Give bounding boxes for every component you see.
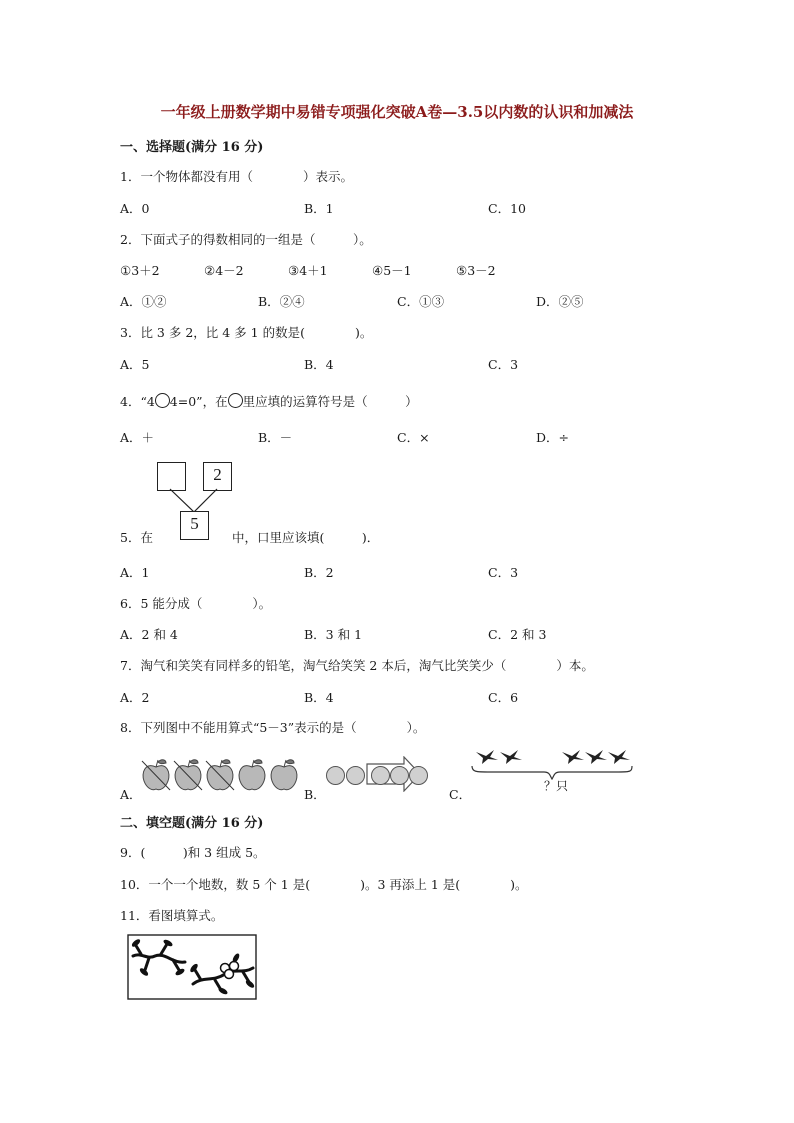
q2-option-a: A．①② xyxy=(120,294,167,309)
question-2: 2．下面式子的得数相同的一组是（ ）。 xyxy=(120,232,372,247)
apple-icon xyxy=(206,760,234,790)
q4-text-mid: 4=0”，在 xyxy=(169,394,228,409)
q4-option-a: A．＋ xyxy=(120,430,155,445)
swallow-icon xyxy=(585,750,607,764)
number-bond-bottom-box xyxy=(180,511,209,540)
q5-option-c: C．3 xyxy=(488,565,519,580)
question-11: 11．看图填算式。 xyxy=(120,908,224,923)
number-bond-right-box xyxy=(203,462,232,491)
question-5-start: 5．在 xyxy=(120,530,153,545)
number-bond-blank-box xyxy=(157,462,186,491)
q6-option-a: A．2 和 4 xyxy=(120,627,178,642)
blank-circle-icon xyxy=(228,393,243,408)
q6-option-c: C．2 和 3 xyxy=(488,627,547,642)
dot-icon xyxy=(390,766,409,785)
question-1: 1．一个物体都没有用（ ）表示。 xyxy=(120,169,353,184)
q8-option-c: C． xyxy=(449,787,472,802)
swallow-icon xyxy=(608,750,630,764)
number-bond-bottom-value: 5 xyxy=(190,514,199,533)
question-5-end: 中，口里应该填( )． xyxy=(232,530,380,545)
dot-icon xyxy=(346,766,365,785)
q2-option-c: C．①③ xyxy=(397,294,445,309)
dot-icon xyxy=(326,766,345,785)
question-7: 7．淘气和笑笑有同样多的铅笔，淘气给笑笑 2 本后，淘气比笑笑少（ ）本。 xyxy=(120,658,594,673)
q2-option-b: B．②④ xyxy=(258,294,305,309)
apple-icon xyxy=(142,760,170,790)
q3-option-a: A．5 xyxy=(120,357,150,372)
q2-expr-4: ④5－1 xyxy=(372,263,412,278)
swallow-icon xyxy=(500,750,522,764)
q7-option-c: C．6 xyxy=(488,690,519,705)
question-3: 3．比 3 多 2，比 4 多 1 的数是( )。 xyxy=(120,325,373,340)
q2-option-d: D．②⑤ xyxy=(536,294,584,309)
q8-option-a: A． xyxy=(120,787,142,802)
number-bond-right-value: 2 xyxy=(213,465,222,484)
q8-option-b: B． xyxy=(304,787,326,802)
question-10: 10．一个一个地数，数 5 个 1 是( )。3 再添上 1 是( )。 xyxy=(120,877,528,892)
q8-c-label: ？只 xyxy=(544,779,569,793)
dot-icon xyxy=(371,766,390,785)
apple-icon xyxy=(271,760,297,790)
question-8: 8．下列图中不能用算式“5－3”表示的是（ ）。 xyxy=(120,720,426,735)
swallow-icon xyxy=(562,750,584,764)
question-9: 9．( )和 3 组成 5。 xyxy=(120,845,266,860)
q3-option-c: C．3 xyxy=(488,357,519,372)
dot-icon xyxy=(409,766,428,785)
q4-option-b: B．－ xyxy=(258,430,293,445)
q1-option-b: B．1 xyxy=(304,201,334,216)
q5-option-a: A．1 xyxy=(120,565,150,580)
apple-icon xyxy=(174,760,202,790)
section-2-heading: 二、填空题(满分 16 分) xyxy=(120,816,264,831)
q6-option-b: B．3 和 1 xyxy=(304,627,363,642)
q7-option-a: A．2 xyxy=(120,690,150,705)
question-6: 6．5 能分成（ ）。 xyxy=(120,596,272,611)
q4-option-d: D．÷ xyxy=(536,430,569,445)
swallow-icon xyxy=(476,750,498,764)
blank-circle-icon xyxy=(155,393,170,408)
q1-option-c: C．10 xyxy=(488,201,526,216)
apple-icon xyxy=(239,760,265,790)
q3-option-b: B．4 xyxy=(304,357,334,372)
apples-picture xyxy=(140,758,302,792)
page-title: 一年级上册数学期中易错专项强化突破A卷—3.5以内数的认识和加减法 xyxy=(160,103,634,121)
q5-option-b: B．2 xyxy=(304,565,334,580)
q4-text-start: 4．“4 xyxy=(120,394,155,409)
q7-option-b: B．4 xyxy=(304,690,334,705)
q4-text-end: 里应填的运算符号是（ ） xyxy=(242,394,418,409)
q2-expr-1: ①3＋2 xyxy=(120,263,160,278)
q2-expr-5: ⑤3－2 xyxy=(456,263,496,278)
branch-picture xyxy=(127,934,257,1000)
section-1-heading: 一、选择题(满分 16 分) xyxy=(120,140,264,155)
question-4 xyxy=(120,392,418,410)
q1-option-a: A．0 xyxy=(120,201,150,216)
q4-option-c: C．× xyxy=(397,430,430,445)
q2-expr-2: ②4－2 xyxy=(204,263,244,278)
q2-expr-3: ③4＋1 xyxy=(288,263,328,278)
